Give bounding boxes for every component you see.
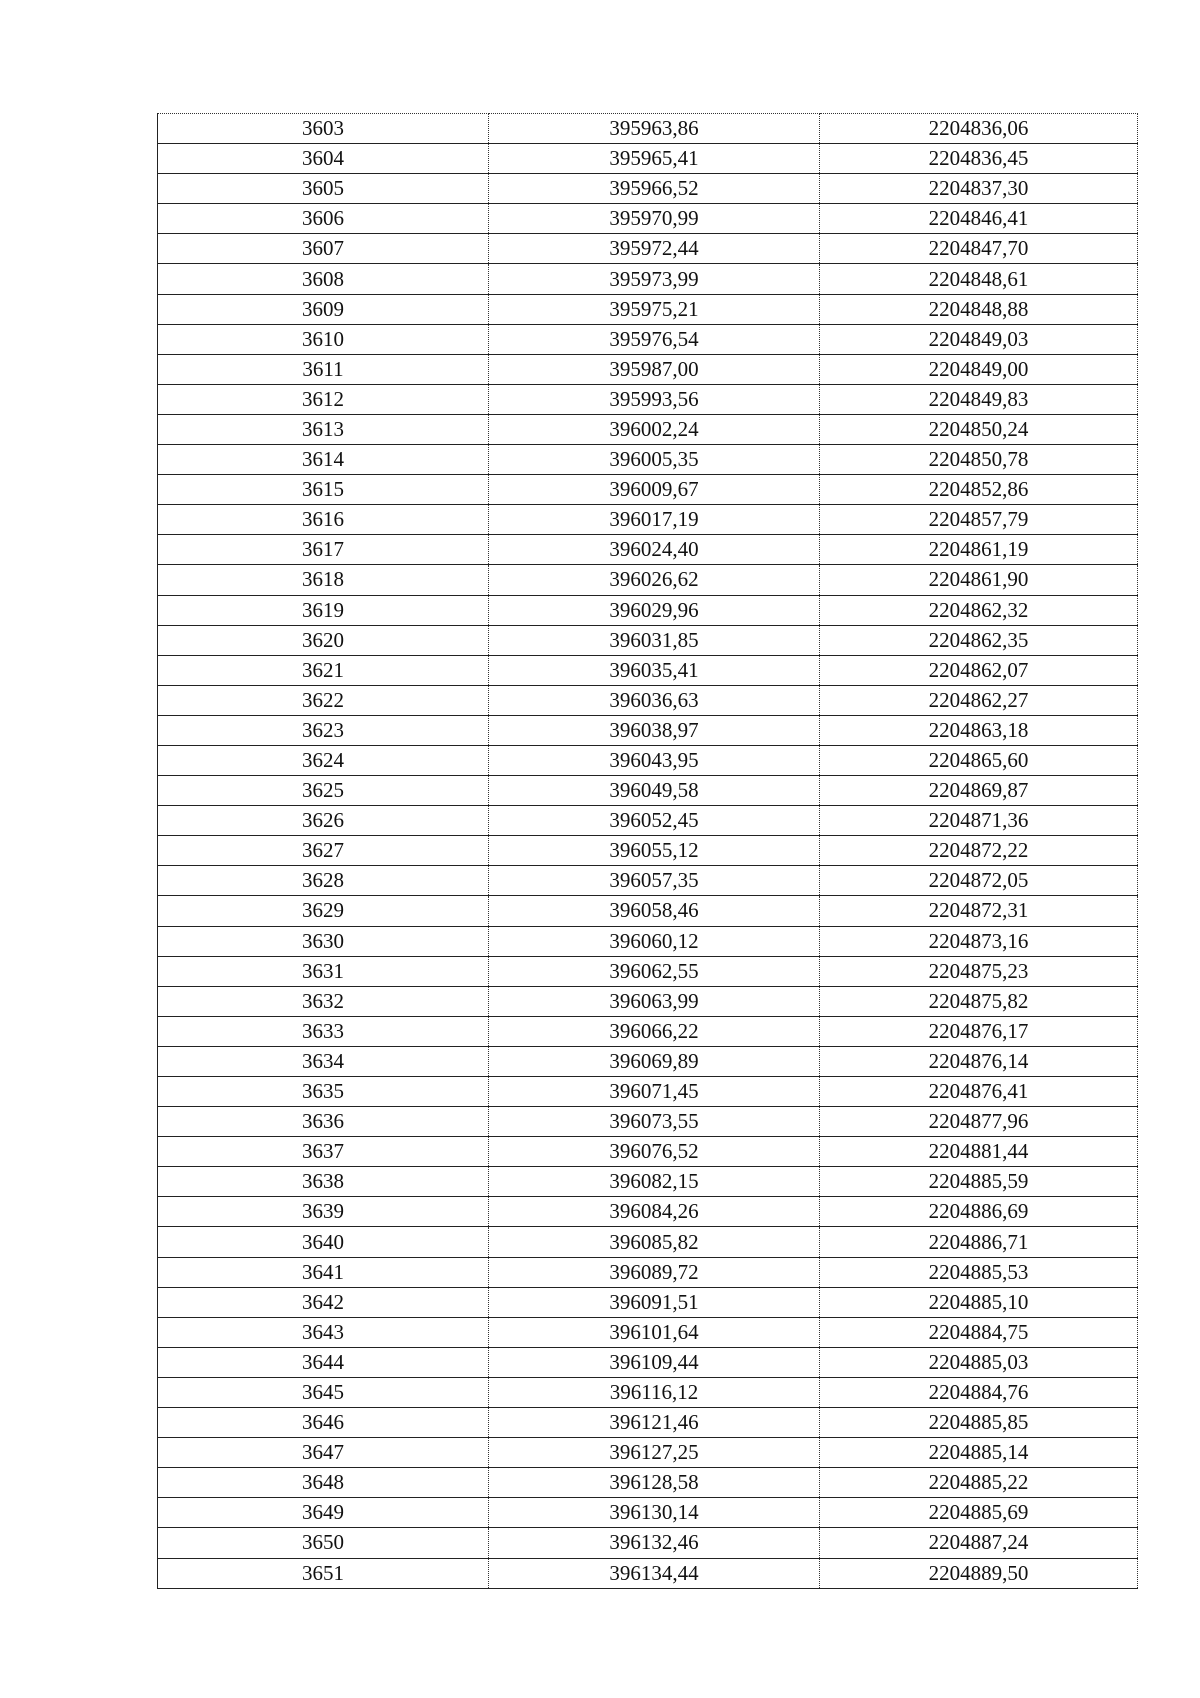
point-number-cell: 3616 (158, 505, 489, 535)
point-number-cell: 3611 (158, 354, 489, 384)
table-row (158, 1438, 1138, 1468)
table-row (158, 806, 1138, 836)
x-coordinate-cell: 396055,12 (489, 836, 820, 866)
table-row (158, 1468, 1138, 1498)
y-coordinate-cell: 2204863,18 (820, 715, 1138, 745)
x-coordinate-cell: 396002,24 (489, 414, 820, 444)
point-number-cell: 3649 (158, 1498, 489, 1528)
x-coordinate-cell: 396134,44 (489, 1558, 820, 1588)
point-number-cell: 3650 (158, 1528, 489, 1558)
table-row (158, 986, 1138, 1016)
coordinates-table (157, 113, 1138, 1589)
point-number-cell: 3607 (158, 234, 489, 264)
table-row (158, 956, 1138, 986)
y-coordinate-cell: 2204846,41 (820, 204, 1138, 234)
y-coordinate-cell: 2204885,85 (820, 1408, 1138, 1438)
x-coordinate-cell: 396121,46 (489, 1408, 820, 1438)
y-coordinate-cell: 2204857,79 (820, 505, 1138, 535)
x-coordinate-cell: 395963,86 (489, 114, 820, 144)
table-row (158, 625, 1138, 655)
table-row (158, 685, 1138, 715)
table-row (158, 715, 1138, 745)
point-number-cell: 3638 (158, 1167, 489, 1197)
y-coordinate-cell: 2204876,14 (820, 1046, 1138, 1076)
point-number-cell: 3603 (158, 114, 489, 144)
x-coordinate-cell: 395966,52 (489, 174, 820, 204)
table-row (158, 926, 1138, 956)
table-row (158, 1317, 1138, 1347)
x-coordinate-cell: 396036,63 (489, 685, 820, 715)
x-coordinate-cell: 396132,46 (489, 1528, 820, 1558)
x-coordinate-cell: 396060,12 (489, 926, 820, 956)
y-coordinate-cell: 2204847,70 (820, 234, 1138, 264)
y-coordinate-cell: 2204884,75 (820, 1317, 1138, 1347)
x-coordinate-cell: 396069,89 (489, 1046, 820, 1076)
table-row (158, 384, 1138, 414)
y-coordinate-cell: 2204873,16 (820, 926, 1138, 956)
y-coordinate-cell: 2204837,30 (820, 174, 1138, 204)
coordinates-table-body (158, 114, 1138, 1589)
point-number-cell: 3626 (158, 806, 489, 836)
y-coordinate-cell: 2204885,14 (820, 1438, 1138, 1468)
y-coordinate-cell: 2204849,00 (820, 354, 1138, 384)
point-number-cell: 3629 (158, 896, 489, 926)
x-coordinate-cell: 396026,62 (489, 565, 820, 595)
y-coordinate-cell: 2204885,22 (820, 1468, 1138, 1498)
table-row (158, 294, 1138, 324)
table-row (158, 1197, 1138, 1227)
table-row (158, 1287, 1138, 1317)
point-number-cell: 3636 (158, 1107, 489, 1137)
table-row (158, 1558, 1138, 1588)
table-row (158, 324, 1138, 354)
y-coordinate-cell: 2204869,87 (820, 776, 1138, 806)
point-number-cell: 3619 (158, 595, 489, 625)
point-number-cell: 3605 (158, 174, 489, 204)
table-row (158, 505, 1138, 535)
table-row (158, 114, 1138, 144)
point-number-cell: 3614 (158, 445, 489, 475)
x-coordinate-cell: 396082,15 (489, 1167, 820, 1197)
point-number-cell: 3642 (158, 1287, 489, 1317)
table-row (158, 475, 1138, 505)
x-coordinate-cell: 396128,58 (489, 1468, 820, 1498)
x-coordinate-cell: 396127,25 (489, 1438, 820, 1468)
point-number-cell: 3609 (158, 294, 489, 324)
table-row (158, 866, 1138, 896)
x-coordinate-cell: 396066,22 (489, 1016, 820, 1046)
x-coordinate-cell: 396049,58 (489, 776, 820, 806)
point-number-cell: 3645 (158, 1377, 489, 1407)
x-coordinate-cell: 395970,99 (489, 204, 820, 234)
table-row (158, 655, 1138, 685)
table-row (158, 1347, 1138, 1377)
point-number-cell: 3640 (158, 1227, 489, 1257)
y-coordinate-cell: 2204885,10 (820, 1287, 1138, 1317)
x-coordinate-cell: 396073,55 (489, 1107, 820, 1137)
point-number-cell: 3639 (158, 1197, 489, 1227)
y-coordinate-cell: 2204881,44 (820, 1137, 1138, 1167)
y-coordinate-cell: 2204872,22 (820, 836, 1138, 866)
y-coordinate-cell: 2204848,61 (820, 264, 1138, 294)
y-coordinate-cell: 2204836,06 (820, 114, 1138, 144)
x-coordinate-cell: 396116,12 (489, 1377, 820, 1407)
x-coordinate-cell: 396085,82 (489, 1227, 820, 1257)
x-coordinate-cell: 396029,96 (489, 595, 820, 625)
y-coordinate-cell: 2204861,19 (820, 535, 1138, 565)
y-coordinate-cell: 2204850,24 (820, 414, 1138, 444)
point-number-cell: 3631 (158, 956, 489, 986)
x-coordinate-cell: 396071,45 (489, 1077, 820, 1107)
x-coordinate-cell: 396109,44 (489, 1347, 820, 1377)
x-coordinate-cell: 395976,54 (489, 324, 820, 354)
x-coordinate-cell: 396101,64 (489, 1317, 820, 1347)
point-number-cell: 3623 (158, 715, 489, 745)
x-coordinate-cell: 395993,56 (489, 384, 820, 414)
table-row (158, 745, 1138, 775)
table-row (158, 174, 1138, 204)
y-coordinate-cell: 2204862,07 (820, 655, 1138, 685)
x-coordinate-cell: 396038,97 (489, 715, 820, 745)
point-number-cell: 3627 (158, 836, 489, 866)
x-coordinate-cell: 396058,46 (489, 896, 820, 926)
point-number-cell: 3606 (158, 204, 489, 234)
y-coordinate-cell: 2204887,24 (820, 1528, 1138, 1558)
y-coordinate-cell: 2204885,03 (820, 1347, 1138, 1377)
point-number-cell: 3644 (158, 1347, 489, 1377)
x-coordinate-cell: 396089,72 (489, 1257, 820, 1287)
x-coordinate-cell: 395972,44 (489, 234, 820, 264)
y-coordinate-cell: 2204875,82 (820, 986, 1138, 1016)
point-number-cell: 3637 (158, 1137, 489, 1167)
y-coordinate-cell: 2204862,35 (820, 625, 1138, 655)
point-number-cell: 3643 (158, 1317, 489, 1347)
x-coordinate-cell: 396035,41 (489, 655, 820, 685)
point-number-cell: 3625 (158, 776, 489, 806)
table-row (158, 414, 1138, 444)
point-number-cell: 3612 (158, 384, 489, 414)
table-row (158, 1167, 1138, 1197)
point-number-cell: 3620 (158, 625, 489, 655)
x-coordinate-cell: 395973,99 (489, 264, 820, 294)
table-row (158, 445, 1138, 475)
x-coordinate-cell: 396076,52 (489, 1137, 820, 1167)
table-row (158, 1257, 1138, 1287)
y-coordinate-cell: 2204875,23 (820, 956, 1138, 986)
x-coordinate-cell: 396017,19 (489, 505, 820, 535)
point-number-cell: 3613 (158, 414, 489, 444)
table-row (158, 144, 1138, 174)
point-number-cell: 3634 (158, 1046, 489, 1076)
point-number-cell: 3630 (158, 926, 489, 956)
y-coordinate-cell: 2204849,03 (820, 324, 1138, 354)
y-coordinate-cell: 2204876,17 (820, 1016, 1138, 1046)
table-row (158, 1077, 1138, 1107)
point-number-cell: 3615 (158, 475, 489, 505)
table-row (158, 836, 1138, 866)
y-coordinate-cell: 2204852,86 (820, 475, 1138, 505)
point-number-cell: 3608 (158, 264, 489, 294)
x-coordinate-cell: 395965,41 (489, 144, 820, 174)
x-coordinate-cell: 396031,85 (489, 625, 820, 655)
table-row (158, 535, 1138, 565)
x-coordinate-cell: 396062,55 (489, 956, 820, 986)
y-coordinate-cell: 2204865,60 (820, 745, 1138, 775)
y-coordinate-cell: 2204885,59 (820, 1167, 1138, 1197)
table-row (158, 354, 1138, 384)
table-row (158, 1107, 1138, 1137)
point-number-cell: 3624 (158, 745, 489, 775)
table-row (158, 595, 1138, 625)
x-coordinate-cell: 396024,40 (489, 535, 820, 565)
point-number-cell: 3628 (158, 866, 489, 896)
point-number-cell: 3617 (158, 535, 489, 565)
table-row (158, 896, 1138, 926)
y-coordinate-cell: 2204836,45 (820, 144, 1138, 174)
table-row (158, 1498, 1138, 1528)
point-number-cell: 3604 (158, 144, 489, 174)
point-number-cell: 3621 (158, 655, 489, 685)
x-coordinate-cell: 396052,45 (489, 806, 820, 836)
y-coordinate-cell: 2204885,69 (820, 1498, 1138, 1528)
x-coordinate-cell: 396063,99 (489, 986, 820, 1016)
x-coordinate-cell: 395987,00 (489, 354, 820, 384)
point-number-cell: 3647 (158, 1438, 489, 1468)
table-row (158, 1377, 1138, 1407)
table-row (158, 1016, 1138, 1046)
y-coordinate-cell: 2204850,78 (820, 445, 1138, 475)
y-coordinate-cell: 2204886,69 (820, 1197, 1138, 1227)
point-number-cell: 3633 (158, 1016, 489, 1046)
y-coordinate-cell: 2204884,76 (820, 1377, 1138, 1407)
x-coordinate-cell: 396084,26 (489, 1197, 820, 1227)
x-coordinate-cell: 396130,14 (489, 1498, 820, 1528)
table-row (158, 565, 1138, 595)
table-row (158, 776, 1138, 806)
point-number-cell: 3618 (158, 565, 489, 595)
y-coordinate-cell: 2204872,05 (820, 866, 1138, 896)
y-coordinate-cell: 2204871,36 (820, 806, 1138, 836)
x-coordinate-cell: 396009,67 (489, 475, 820, 505)
y-coordinate-cell: 2204876,41 (820, 1077, 1138, 1107)
y-coordinate-cell: 2204848,88 (820, 294, 1138, 324)
x-coordinate-cell: 396043,95 (489, 745, 820, 775)
y-coordinate-cell: 2204885,53 (820, 1257, 1138, 1287)
table-row (158, 264, 1138, 294)
y-coordinate-cell: 2204849,83 (820, 384, 1138, 414)
y-coordinate-cell: 2204877,96 (820, 1107, 1138, 1137)
point-number-cell: 3641 (158, 1257, 489, 1287)
point-number-cell: 3646 (158, 1408, 489, 1438)
table-row (158, 1227, 1138, 1257)
x-coordinate-cell: 396091,51 (489, 1287, 820, 1317)
table-row (158, 1408, 1138, 1438)
table-row (158, 234, 1138, 264)
x-coordinate-cell: 396057,35 (489, 866, 820, 896)
table-row (158, 1137, 1138, 1167)
point-number-cell: 3632 (158, 986, 489, 1016)
point-number-cell: 3622 (158, 685, 489, 715)
y-coordinate-cell: 2204889,50 (820, 1558, 1138, 1588)
table-row (158, 1046, 1138, 1076)
table-row (158, 204, 1138, 234)
point-number-cell: 3610 (158, 324, 489, 354)
x-coordinate-cell: 396005,35 (489, 445, 820, 475)
point-number-cell: 3635 (158, 1077, 489, 1107)
point-number-cell: 3648 (158, 1468, 489, 1498)
y-coordinate-cell: 2204862,32 (820, 595, 1138, 625)
y-coordinate-cell: 2204861,90 (820, 565, 1138, 595)
x-coordinate-cell: 395975,21 (489, 294, 820, 324)
point-number-cell: 3651 (158, 1558, 489, 1588)
table-row (158, 1528, 1138, 1558)
y-coordinate-cell: 2204862,27 (820, 685, 1138, 715)
y-coordinate-cell: 2204886,71 (820, 1227, 1138, 1257)
y-coordinate-cell: 2204872,31 (820, 896, 1138, 926)
